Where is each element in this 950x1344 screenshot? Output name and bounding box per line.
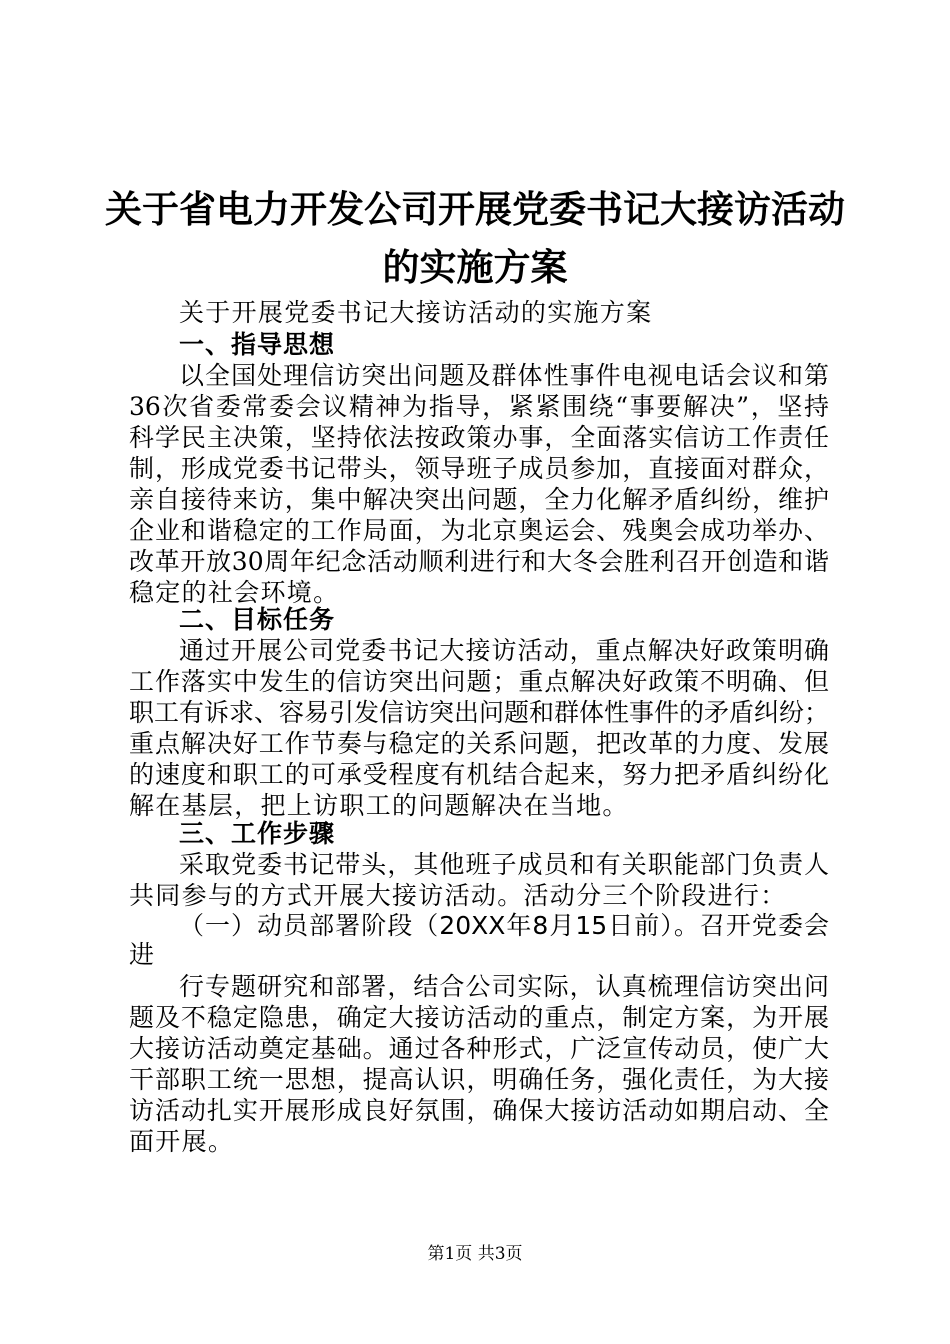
paragraph-line: 企业和谐稳定的工作局面，为北京奥运会、残奥会成功举办、 [129,516,829,545]
paragraph-line: 访活动扎实开展形成良好氛围，确保大接访活动如期启动、全 [129,1096,829,1125]
section-heading-3: 三、工作步骤 [179,819,336,848]
paragraph-line: 改革开放30周年纪念活动顺利进行和大冬会胜利召开创造和谐 [129,547,829,576]
paragraph-line: 亲自接待来访，集中解决突出问题，全力化解矛盾纠纷，维护 [129,485,829,514]
paragraph-line: 的速度和职工的可承受程度有机结合起来，努力把矛盾纠纷化 [129,760,829,789]
paragraph-line: 科学民主决策，坚持依法按政策办事，全面落实信访工作责任 [129,423,829,452]
document-subtitle: 关于开展党委书记大接访活动的实施方案 [179,298,653,327]
paragraph-line: 制，形成党委书记带头，领导班子成员参加，直接面对群众， [129,454,829,483]
paragraph-line: 题及不稳定隐患，确定大接访活动的重点，制定方案，为开展 [129,1003,829,1032]
paragraph-line: 行专题研究和部署，结合公司实际，认真梳理信访突出问 [179,972,829,1001]
section-heading-1: 一、指导思想 [179,330,336,359]
section-heading-2: 二、目标任务 [179,605,336,634]
paragraph-line: 36次省委常委会议精神为指导，紧紧围绕“事要解决”，坚持 [129,392,829,421]
document-title-line-2: 的实施方案 [382,246,568,289]
paragraph-line: 面开展。 [129,1127,235,1156]
page-number-footer: 第1页 共3页 [427,1244,523,1264]
paragraph-line: 稳定的社会环境。 [129,578,340,607]
paragraph-line: 共同参与的方式开展大接访活动。活动分三个阶段进行： [129,881,787,910]
paragraph-line: 解在基层，把上访职工的问题解决在当地。 [129,791,629,820]
paragraph-line: 通过开展公司党委书记大接访活动，重点解决好政策明确 [179,636,829,665]
document-title-line-1: 关于省电力开发公司开展党委书记大接访活动 [105,188,845,231]
stage-heading-1: （一）动员部署阶段（20XX年8月15日前）。召开党委会 [179,911,829,940]
paragraph-line: 干部职工统一思想，提高认识，明确任务，强化责任，为大接 [129,1065,829,1094]
paragraph-line: 重点解决好工作节奏与稳定的关系问题，把改革的力度、发展 [129,729,829,758]
paragraph-line: 进 [129,940,156,969]
paragraph-line: 大接访活动奠定基础。通过各种形式，广泛宣传动员，使广大 [129,1034,829,1063]
paragraph-line: 工作落实中发生的信访突出问题；重点解决好政策不明确、但 [129,667,829,696]
paragraph-line: 以全国处理信访突出问题及群体性事件电视电话会议和第 [179,361,829,390]
paragraph-line: 采取党委书记带头，其他班子成员和有关职能部门负责人 [179,850,829,879]
paragraph-line: 职工有诉求、容易引发信访突出问题和群体性事件的矛盾纠纷； [129,698,830,727]
